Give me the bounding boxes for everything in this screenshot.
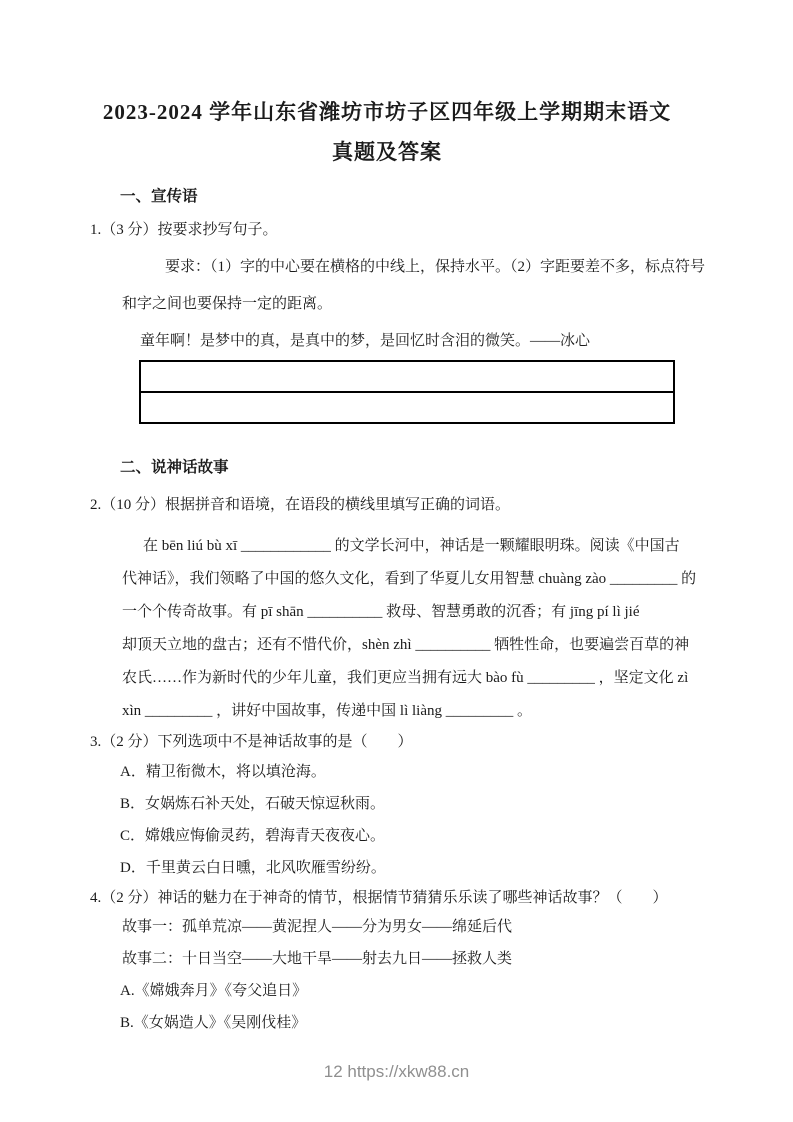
question-3-option-b: B．女娲炼石补天处，石破天惊逗秋雨。 xyxy=(120,796,386,812)
question-2-paragraph-line: 一个个传奇故事。有 pī shān __________ 救母、智慧勇敢的沉香；有 jīng pí lì jié xyxy=(122,604,640,620)
question-3-option-d: D．千里黄云白日曛，北风吹雁雪纷纷。 xyxy=(120,860,386,876)
question-1-requirement-line1: 要求：（1）字的中心要在横格的中线上，保持水平。（2）字距要差不多，标点符号 xyxy=(165,259,706,275)
question-2-paragraph-line: xìn _________ ，讲好中国故事，传递中国 lì liàng _________ 。 xyxy=(122,703,532,719)
question-2-paragraph-line: 农氏……作为新时代的少年儿童，我们更应当拥有远大 bào fù _________ ，坚定文化 zì xyxy=(122,670,689,686)
footer-watermark: 12 https://xkw88.cn xyxy=(323,1062,470,1081)
question-4-story-1: 故事一：孤单荒凉——黄泥捏人——分为男女——绵延后代 xyxy=(122,919,513,935)
question-3-option-a: A．精卫衔微木，将以填沧海。 xyxy=(120,764,326,780)
question-4-story-2: 故事二：十日当空——大地干旱——射去九日——拯救人类 xyxy=(122,951,513,967)
question-3-option-c: C．嫦娥应悔偷灵药，碧海青天夜夜心。 xyxy=(120,828,386,844)
question-2-paragraph-line: 却顶天立地的盘古；还有不惜代价，shèn zhì __________ 牺牲性命，也要遍尝百草的神 xyxy=(122,637,690,653)
question-4-option-b: B.《女娲造人》《吴刚伐桂》 xyxy=(120,1015,307,1031)
question-4-stem: 4.（2 分）神话的魅力在于神奇的情节，根据情节猜猜乐乐读了哪些神话故事？（ ） xyxy=(90,890,668,906)
copy-answer-box xyxy=(139,360,675,424)
document-title-line1: 2023-2024 学年山东省潍坊市坊子区四年级上学期期末语文 xyxy=(102,100,672,124)
copy-answer-row-2 xyxy=(141,393,673,422)
document-content xyxy=(90,92,706,1039)
question-1-stem: 1.（3 分）按要求抄写句子。 xyxy=(90,222,278,238)
document-title-line2: 真题及答案 xyxy=(332,140,442,164)
question-3-stem: 3.（2 分）下列选项中不是神话故事的是（ ） xyxy=(90,734,413,750)
section-heading-2: 二、说神话故事 xyxy=(120,459,229,476)
copy-answer-row-1 xyxy=(141,362,673,393)
question-2-stem: 2.（10 分）根据拼音和语境，在语段的横线里填写正确的词语。 xyxy=(90,497,511,513)
question-2-paragraph-line: 代神话》，我们领略了中国的悠久文化，看到了华夏儿女用智慧 chuàng zào _________ 的 xyxy=(122,571,697,587)
question-1-quote: 童年啊！是梦中的真，是真中的梦，是回忆时含泪的微笑。——冰心 xyxy=(140,333,591,349)
question-1-requirement-line2: 和字之间也要保持一定的距离。 xyxy=(122,296,333,312)
question-4-option-a: A.《嫦娥奔月》《夸父追日》 xyxy=(120,983,308,999)
question-2-paragraph-line: 在 bēn liú bù xī ____________ 的文学长河中，神话是一颗耀眼明珠。阅读《中国古 xyxy=(143,538,680,554)
section-heading-1: 一、宣传语 xyxy=(120,188,198,205)
